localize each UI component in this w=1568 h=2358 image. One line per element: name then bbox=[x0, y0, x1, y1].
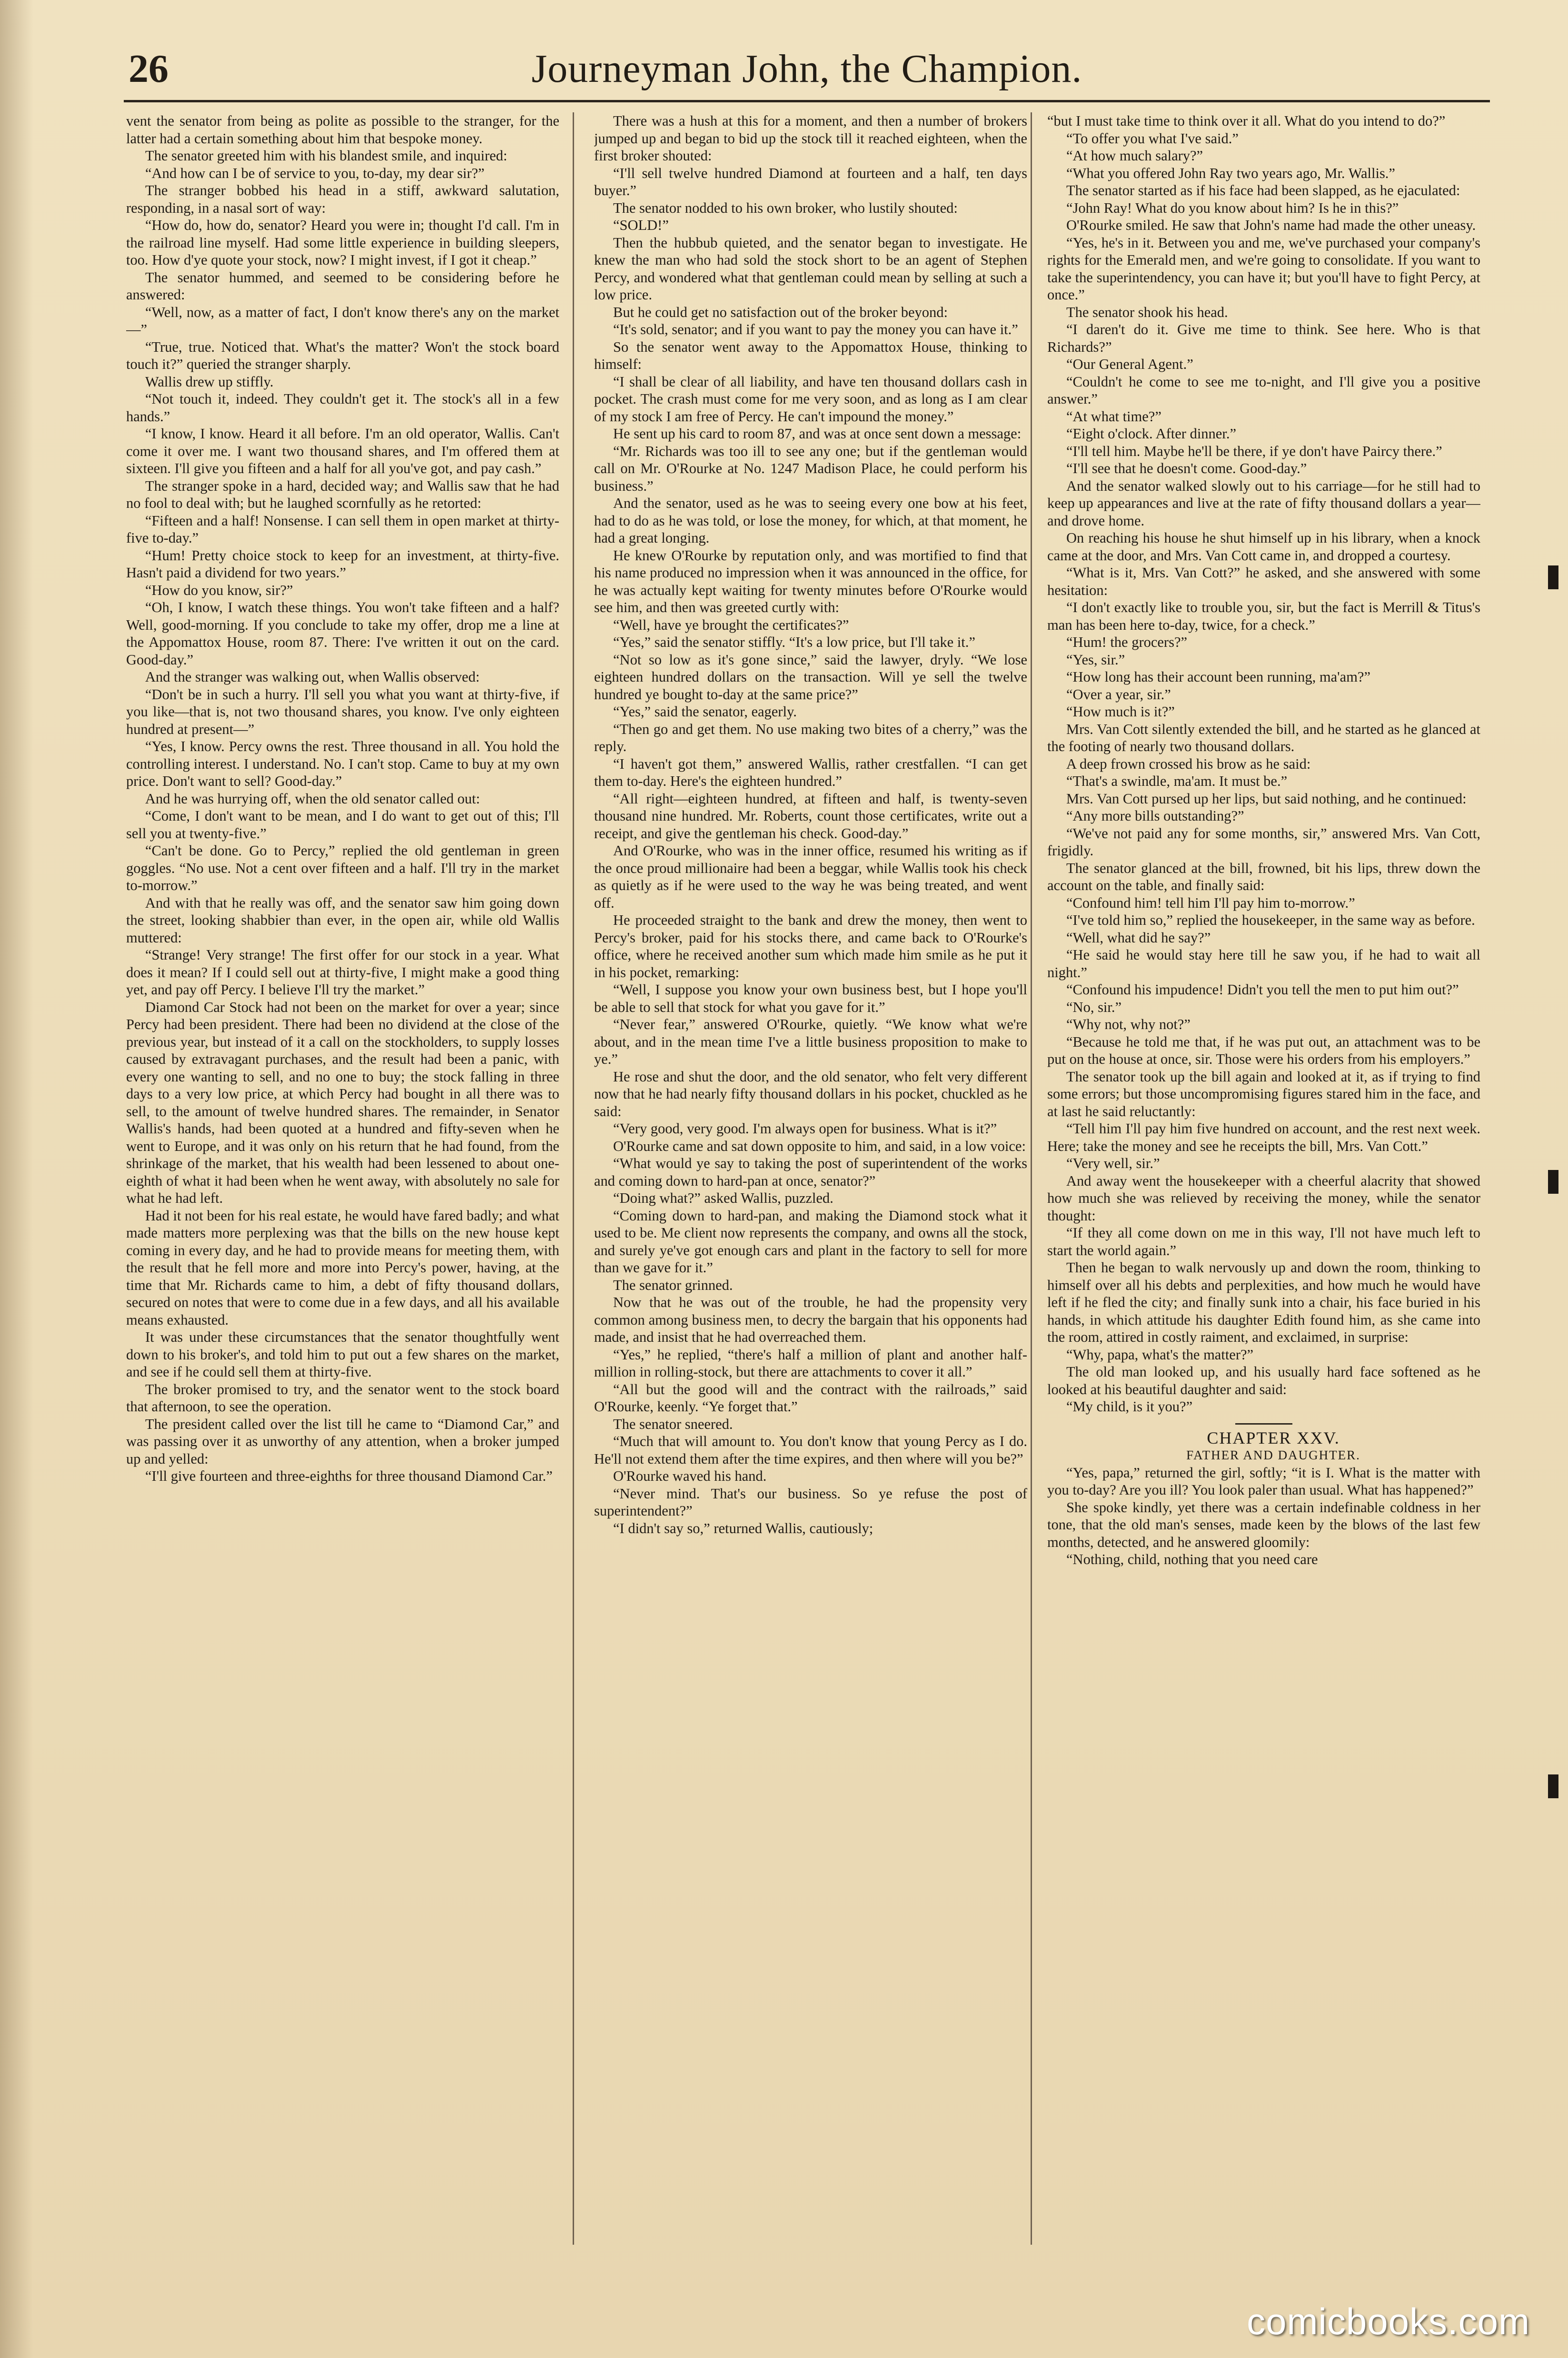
paragraph: And away went the housekeeper with a cheerful alacrity that showed how much she was relieved by receiving the money, while the senator thought: bbox=[1047, 1172, 1480, 1224]
paragraph: The senator took up the bill again and looked at it, as if trying to find some errors; but those uncompromising figures stared him in the face, and at last he said reluctantly: bbox=[1047, 1068, 1480, 1120]
paragraph: The senator shook his head. bbox=[1066, 304, 1228, 320]
paragraph: “Well, now, as a matter of fact, I don't know there's any on the market—” bbox=[126, 304, 559, 337]
paragraph: “Over a year, sir.” bbox=[1066, 686, 1171, 703]
paragraph: “That's a swindle, ma'am. It must be.” bbox=[1066, 773, 1288, 789]
paragraph: The senator nodded to his own broker, who lustily shouted: bbox=[613, 199, 958, 216]
paragraph: Wallis drew up stiffly. bbox=[145, 373, 274, 390]
paragraph: “Yes, sir.” bbox=[1066, 651, 1125, 668]
paragraph: The stranger spoke in a hard, decided way; and Wallis saw that he had no fool to deal with; but he laughed scornfully as he retorted: bbox=[126, 477, 559, 511]
paragraph: Then he began to walk nervously up and down the room, thinking to himself over all his debts and perplexities, and how much he would have left if he fled the city; and finally sunk into a chair, his face buried in his hands, in which attitude his daughter Edith found him, as she came into the room, attired in costly raiment, and exclaimed, in surprise: bbox=[1047, 1259, 1480, 1345]
paragraph: “but I must take time to think over it all. What do you intend to do?” bbox=[1047, 113, 1446, 129]
paragraph: “True, true. Noticed that. What's the matter? Won't the stock board touch it?” queried the stranger sharply. bbox=[126, 338, 559, 372]
paragraph: “My child, is it you?” bbox=[1066, 1398, 1193, 1415]
paragraph: “Well, I suppose you know your own business best, but I hope you'll be able to sell that stock for what you gave for it.” bbox=[594, 981, 1027, 1015]
paragraph: “SOLD!” bbox=[613, 217, 669, 233]
paragraph: “Yes, papa,” returned the girl, softly; “it is I. What is the matter with you to-day? Are you ill? You look paler than usual. What has happened?” bbox=[1047, 1464, 1480, 1498]
running-title: Journeyman John, the Champion. bbox=[531, 47, 1082, 91]
watermark-text: comicbooks.com bbox=[1247, 2300, 1530, 2342]
paragraph: The president called over the list till he came to “Diamond Car,” and was passing over it as unworthy of any attention, when a broker jumped up and yelled: bbox=[126, 1416, 559, 1467]
paragraph: “Mr. Richards was too ill to see any one; but if the gentleman would call on Mr. O'Rourke at No. 1247 Madison Place, he could perform his business.” bbox=[594, 443, 1027, 494]
paragraph: “Yes, I know. Percy owns the rest. Three thousand in all. You hold the controlling interest. I understand. No. I can't stop. Came to buy at my own price. Don't want to sell? Good-day.” bbox=[126, 738, 559, 789]
paragraph: He sent up his card to room 87, and was at once sent down a message: bbox=[613, 426, 1022, 442]
chapter-subheading: FATHER AND DAUGHTER. bbox=[1186, 1448, 1360, 1462]
paragraph: “Never mind. That's our business. So ye refuse the post of superintendent?” bbox=[594, 1485, 1027, 1519]
paragraph: “Yes, he's in it. Between you and me, we've purchased your company's rights for the Emerald men, and we're going to consolidate. If you want to take the superintendency, you can have it; but you'll have to fight Percy, at once.” bbox=[1047, 234, 1480, 303]
paragraph: “And how can I be of service to you, to-day, my dear sir?” bbox=[145, 165, 485, 181]
paragraph: “John Ray! What do you know about him? Is he in this?” bbox=[1066, 199, 1399, 216]
paragraph: “Come, I don't want to be mean, and I do want to get out of this; I'll sell you at twenty-five.” bbox=[126, 808, 559, 842]
paragraph: “Why not, why not?” bbox=[1066, 1016, 1191, 1032]
binding-mark bbox=[1548, 1170, 1558, 1194]
paragraph: “Don't be in such a hurry. I'll sell you what you want at thirty-five, if you like—that is, not two thousand shares, you know. I've only eighteen hundred at present—” bbox=[126, 686, 559, 737]
paragraph: There was a hush at this for a moment, and then a number of brokers jumped up and began to bid up the stock till it reached eighteen, when the first broker shouted: bbox=[594, 113, 1027, 164]
text-column-3 bbox=[1047, 112, 1480, 2259]
paragraph: “Yes,” said the senator, eagerly. bbox=[613, 703, 797, 720]
paragraph: The senator sneered. bbox=[613, 1416, 733, 1432]
paragraph: “Confound his impudence! Didn't you tell the men to put him out?” bbox=[1066, 981, 1459, 998]
paragraph: And the stranger was walking out, when Wallis observed: bbox=[145, 669, 480, 685]
paragraph: “I haven't got them,” answered Wallis, rather crestfallen. “I can get them to-day. Here's the eighteen hundred.” bbox=[594, 755, 1027, 789]
paragraph: “What you offered John Ray two years ago, Mr. Wallis.” bbox=[1066, 165, 1395, 181]
paragraph: “What would ye say to taking the post of superintendent of the works and coming down to hard-pan at once, senator?” bbox=[594, 1155, 1027, 1189]
paragraph: “We've not paid any for some months, sir,” answered Mrs. Van Cott, frigidly. bbox=[1047, 825, 1480, 859]
paragraph: “Very good, very good. I'm always open for business. What is it?” bbox=[613, 1120, 997, 1137]
paragraph: The senator greeted him with his blandest smile, and inquired: bbox=[145, 148, 507, 164]
paragraph: “I daren't do it. Give me time to think. See here. Who is that Richards?” bbox=[1047, 321, 1480, 355]
paragraph: “All right—eighteen hundred, at fifteen and half, is twenty-seven thousand nine hundred. Mr. Roberts, count those certificates, write out a receipt, and give the gentleman his check. Good-day.” bbox=[594, 790, 1027, 842]
paragraph: He knew O'Rourke by reputation only, and was mortified to find that his name produced no impression when it was announced in the office, for he was actually kept waiting for twenty minutes before O'Rourke would see him, and then was greeted curtly with: bbox=[594, 547, 1027, 615]
paragraph: “How do, how do, senator? Heard you were in; thought I'd call. I'm in the railroad line myself. Had some little experience in building sleepers, too. How d'ye quote your stock, now? I might invest, if I got it cheap.” bbox=[126, 217, 559, 268]
column-divider bbox=[1031, 112, 1032, 2245]
paragraph: “Much that will amount to. You don't know that young Percy as I do. He'll not extend them after the time expires, and then where will you be?” bbox=[594, 1433, 1027, 1467]
paragraph: “Yes,” he replied, “there's half a million of plant and another half-million in rolling-stock, but there are attachments to cover it all.” bbox=[594, 1346, 1027, 1380]
paragraph: The senator hummed, and seemed to be considering before he answered: bbox=[126, 269, 559, 303]
paragraph: The senator started as if his face had been slapped, as he ejaculated: bbox=[1066, 182, 1460, 198]
paragraph: “I didn't say so,” returned Wallis, cautiously; bbox=[613, 1520, 873, 1536]
text-column-2 bbox=[594, 112, 1027, 2259]
paragraph: “If they all come down on me in this way, I'll not have much left to start the world again.” bbox=[1047, 1225, 1480, 1258]
paragraph: The old man looked up, and his usually hard face softened as he looked at his beautiful daughter and said: bbox=[1047, 1364, 1480, 1397]
paragraph: “Coming down to hard-pan, and making the Diamond stock what it used to be. Me client now represents the company, and owns all the stock, and surely ye've got enough cars and plant in the factory to sell for more than we gave for it.” bbox=[594, 1207, 1027, 1276]
paragraph: “Well, what did he say?” bbox=[1066, 929, 1211, 946]
paragraph: And the senator walked slowly out to his carriage—for he still had to keep up appearances and live at the rate of fifty thousand dollars a year—and drove home. bbox=[1047, 477, 1480, 529]
paragraph: “I'll tell him. Maybe he'll be there, if ye don't have Paircy there.” bbox=[1066, 443, 1442, 459]
paragraph: Then the hubbub quieted, and the senator began to investigate. He knew the man who had sold the stock short to be an agent of Stephen Percy, and wondered what that gentleman could mean by selling at such a low price. bbox=[594, 234, 1027, 303]
paragraph: A deep frown crossed his brow as he said: bbox=[1066, 755, 1311, 772]
paragraph: On reaching his house he shut himself up in his library, when a knock came at the door, and Mrs. Van Cott came in, and dropped a courtesy. bbox=[1047, 530, 1480, 564]
paragraph: “Not touch it, indeed. They couldn't get it. The stock's all in a few hands.” bbox=[126, 391, 559, 425]
paragraph: “Confound him! tell him I'll pay him to-morrow.” bbox=[1066, 894, 1355, 911]
page-edge-shadow bbox=[0, 0, 33, 2358]
paragraph: “No, sir.” bbox=[1066, 999, 1122, 1015]
paragraph: It was under these circumstances that the senator thoughtfully went down to his broker's, and told him to put out a few shares on the market, and see if he could sell them at thirty-five. bbox=[126, 1329, 559, 1380]
paragraph: So the senator went away to the Appomattox House, thinking to himself: bbox=[594, 338, 1027, 372]
paragraph: “Never fear,” answered O'Rourke, quietly. “We know what we're about, and in the mean time I've a little business proposition to make to ye.” bbox=[594, 1016, 1027, 1067]
paragraph: “Doing what?” asked Wallis, puzzled. bbox=[613, 1190, 834, 1206]
paragraph: “Then go and get them. No use making two bites of a cherry,” was the reply. bbox=[594, 721, 1027, 754]
paragraph: “I'll sell twelve hundred Diamond at fourteen and a half, ten days buyer.” bbox=[594, 165, 1027, 198]
paragraph: Diamond Car Stock had not been on the market for over a year; since Percy had been president. There had been no dividend at the close of the previous year, but instead of it a call on the stockholders, to supply losses caused by extravagant purchases, and the result had been a panic, with every one wanting to sell, and no one to buy; the stock falling in three days to a very low price, at which Percy had bought in all there was to sell, to the amount of twelve hundred shares. The remainder, in Senator Wallis's hands, had been quoted at a hundred and fifty-seven when he went to Europe, and it was only on his return that he had found, from the shrinkage of the market, that his wealth had been lessened to about one-eighth of what it had been when he went away, with absolutely no sale for what he had left. bbox=[126, 999, 559, 1206]
paragraph: “Couldn't he come to see me to-night, and I'll give you a positive answer.” bbox=[1047, 373, 1480, 407]
paragraph: He rose and shut the door, and the old senator, who felt very different now that he had nearly fifty thousand dollars in his pocket, chuckled as he said: bbox=[594, 1068, 1027, 1120]
paragraph: “How do you know, sir?” bbox=[145, 582, 293, 598]
paragraph: “At what time?” bbox=[1066, 408, 1161, 425]
paragraph: “Hum! Pretty choice stock to keep for an investment, at thirty-five. Hasn't paid a dividend for two years.” bbox=[126, 547, 559, 581]
paragraph: “I know, I know. Heard it all before. I'm an old operator, Wallis. Can't come it over me. I want two thousand shares, and I'm offered them at sixteen. I'll give you fifteen and a half for all you've got, and pay cash.” bbox=[126, 426, 559, 476]
page-number: 26 bbox=[129, 47, 169, 91]
paragraph: “I shall be clear of all liability, and have ten thousand dollars cash in pocket. The crash must come for me very soon, and as long as I am clear of my stock I am free of Percy. He can't impound the money.” bbox=[594, 373, 1027, 425]
paragraph: Mrs. Van Cott silently extended the bill, and he started as he glanced at the footing of nearly two thousand dollars. bbox=[1047, 721, 1480, 754]
paragraph: “Because he told me that, if he was put out, an attachment was to be put on the house at once, sir. Those were his orders from his employers.” bbox=[1047, 1033, 1480, 1067]
paragraph: “He said he would stay here till he saw you, if he had to wait all night.” bbox=[1047, 947, 1480, 981]
paragraph: “Our General Agent.” bbox=[1066, 356, 1193, 372]
paragraph: But he could get no satisfaction out of the broker beyond: bbox=[613, 304, 948, 320]
paragraph: “What is it, Mrs. Van Cott?” he asked, and she answered with some hesitation: bbox=[1047, 565, 1480, 598]
paragraph: O'Rourke smiled. He saw that John's name had made the other uneasy. bbox=[1066, 217, 1476, 233]
paragraph: She spoke kindly, yet there was a certain indefinable coldness in her tone, that the old man's senses, made keen by the blows of the last few months, detected, and he answered gloomily: bbox=[1047, 1499, 1480, 1550]
paragraph: “Can't be done. Go to Percy,” replied the old gentleman in green goggles. “No use. Not a cent over fifteen and a half. I'll try in the market to-morrow.” bbox=[126, 842, 559, 893]
column-divider bbox=[573, 112, 574, 2245]
paragraph: The senator grinned. bbox=[613, 1277, 733, 1293]
paragraph: “Hum! the grocers?” bbox=[1066, 634, 1188, 650]
paragraph: “Why, papa, what's the matter?” bbox=[1066, 1346, 1254, 1363]
paragraph: “I don't exactly like to trouble you, sir, but the fact is Merrill & Titus's man has been here to-day, twice, for a check.” bbox=[1047, 599, 1480, 633]
paragraph: “I'll give fourteen and three-eighths for three thousand Diamond Car.” bbox=[145, 1468, 553, 1484]
paragraph: “Fifteen and a half! Nonsense. I can sell them in open market at thirty-five to-day.” bbox=[126, 512, 559, 546]
paragraph: The stranger bobbed his head in a stiff, awkward salutation, responding, in a nasal sort of way: bbox=[126, 182, 559, 216]
paragraph: “Well, have ye brought the certificates?” bbox=[613, 616, 849, 633]
paragraph: Mrs. Van Cott pursed up her lips, but said nothing, and he continued: bbox=[1066, 790, 1467, 807]
binding-mark bbox=[1548, 1774, 1558, 1798]
paragraph: And with that he really was off, and the senator saw him going down the street, looking shabbier than ever, in the open air, while old Wallis muttered: bbox=[126, 894, 559, 946]
paragraph: Now that he was out of the trouble, he had the propensity very common among business men, to decry the bargain that his opponents had made, and insist that he had overreached them. bbox=[594, 1294, 1027, 1345]
paragraph: “How long has their account been running, ma'am?” bbox=[1066, 669, 1370, 685]
paragraph: O'Rourke came and sat down opposite to him, and said, in a low voice: bbox=[613, 1138, 1026, 1154]
paragraph: And he was hurrying off, when the old senator called out: bbox=[145, 790, 480, 807]
paragraph: “Oh, I know, I watch these things. You won't take fifteen and a half? Well, good-morning. If you conclude to take my offer, drop me a line at the Appomattox House, room 87. There: I've written it out on the card. Good-day.” bbox=[126, 599, 559, 668]
chapter-rule bbox=[1235, 1423, 1292, 1425]
paragraph: “I'll see that he doesn't come. Good-day.” bbox=[1066, 460, 1307, 476]
paragraph: O'Rourke waved his hand. bbox=[613, 1468, 767, 1484]
paragraph: “Strange! Very strange! The first offer for our stock in a year. What does it mean? If I could sell out at thirty-five, I might make a good thing yet, and pay off Percy. I believe I'll try the market.” bbox=[126, 947, 559, 998]
paragraph: “Tell him I'll pay him five hundred on account, and the rest next week. Here; take the money and see he receipts the bill, Mrs. Van Cott.” bbox=[1047, 1120, 1480, 1154]
paragraph: “How much is it?” bbox=[1066, 703, 1175, 720]
paragraph: “All but the good will and the contract with the railroads,” said O'Rourke, keenly. “Ye forget that.” bbox=[594, 1381, 1027, 1415]
paragraph: He proceeded straight to the bank and drew the money, then went to Percy's broker, paid for his stocks there, and came back to O'Rourke's office, where he received another sum which made him smile as he put it in his pocket, remarking: bbox=[594, 912, 1027, 981]
binding-mark bbox=[1548, 565, 1558, 589]
paragraph: “Very well, sir.” bbox=[1066, 1155, 1160, 1171]
paragraph: “To offer you what I've said.” bbox=[1066, 130, 1239, 147]
paragraph: And O'Rourke, who was in the inner office, resumed his writing as if the once proud millionaire had been a beggar, while Wallis took his check as quietly as if he were used to the way he was being treated, and went off. bbox=[594, 842, 1027, 911]
paragraph: Had it not been for his real estate, he would have fared badly; and what made matters more perplexing was that the bills on the new house kept coming in every day, and he had to provide means for meeting them, with the result that he fell more and more into Percy's power, having, at the time that Mr. Richards came to him, a debt of fifty thousand dollars, secured on notes that were to come due in a few days, and all his available means exhausted. bbox=[126, 1207, 559, 1328]
paragraph: The senator glanced at the bill, frowned, bit his lips, threw down the account on the table, and finally said: bbox=[1047, 860, 1480, 893]
page-header bbox=[124, 38, 1490, 102]
paragraph: “Any more bills outstanding?” bbox=[1066, 808, 1244, 824]
paragraph: “It's sold, senator; and if you want to pay the money you can have it.” bbox=[613, 321, 1018, 337]
paragraph: “I've told him so,” replied the housekeeper, in the same way as before. bbox=[1066, 912, 1475, 928]
paragraph: “Eight o'clock. After dinner.” bbox=[1066, 426, 1236, 442]
paragraph: “Yes,” said the senator stiffly. “It's a low price, but I'll take it.” bbox=[613, 634, 975, 650]
paragraph: “Nothing, child, nothing that you need care bbox=[1066, 1551, 1318, 1567]
paragraph: “At how much salary?” bbox=[1066, 148, 1203, 164]
chapter-heading: CHAPTER XXV. bbox=[1207, 1428, 1340, 1447]
text-column-1 bbox=[126, 112, 559, 2259]
paragraph: The broker promised to try, and the senator went to the stock board that afternoon, to see the operation. bbox=[126, 1381, 559, 1415]
paragraph: vent the senator from being as polite as possible to the stranger, for the latter had a certain something about him that bespoke money. bbox=[126, 113, 559, 147]
paragraph: And the senator, used as he was to seeing every one bow at his feet, had to do as he was told, or lose the money, for which, at that moment, he had a great longing. bbox=[594, 495, 1027, 546]
paragraph: “Not so low as it's gone since,” said the lawyer, dryly. “We lose eighteen hundred dollars on the transaction. Will ye sell the twelve hundred ye bought to-day at the same price?” bbox=[594, 651, 1027, 703]
